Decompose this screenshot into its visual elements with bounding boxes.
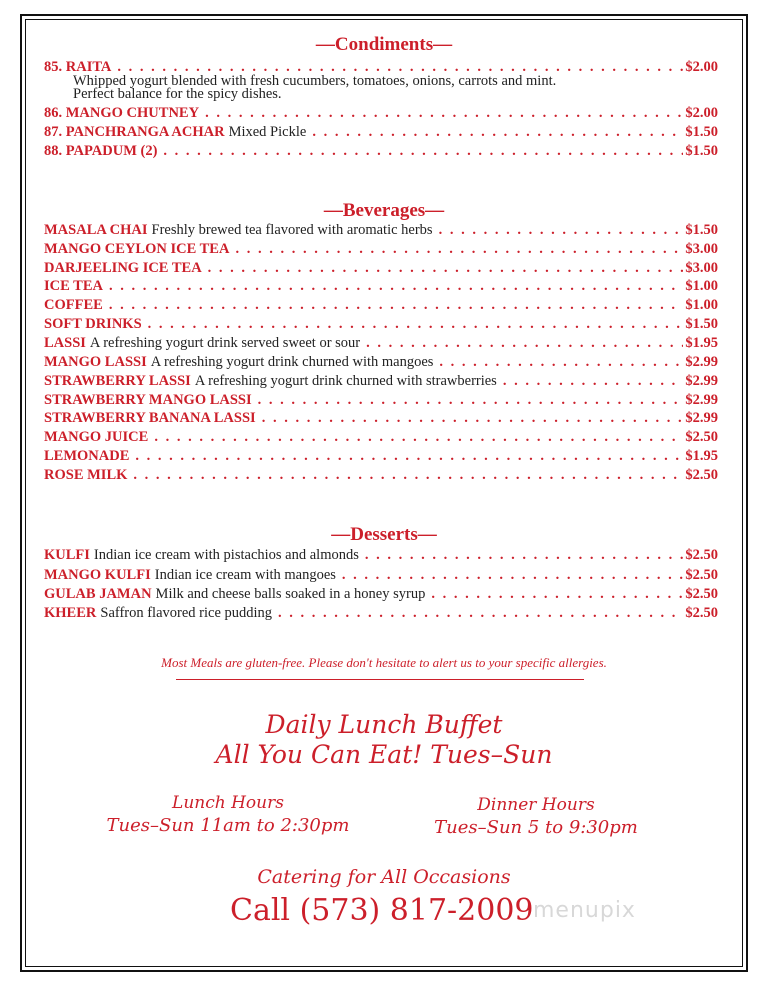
menu-item xyxy=(44,296,718,315)
menu-item xyxy=(44,585,718,604)
allergy-note: Most Meals are gluten-free. Please don't hesitate to alert us to your specific allergies. xyxy=(161,655,607,670)
buffet-title: Daily Lunch Buffet xyxy=(265,710,503,739)
item-description: Saffron flavored rice pudding xyxy=(100,605,273,621)
item-price: $1.95 xyxy=(685,448,718,464)
dot-leader xyxy=(163,142,683,161)
dot-leader xyxy=(205,104,683,123)
item-price: $1.95 xyxy=(685,335,718,351)
lunch-hours-time: Tues–Sun 11am to 2:30pm xyxy=(106,815,350,836)
item-name: 86. MANGO CHUTNEY xyxy=(44,105,200,121)
menu-item xyxy=(44,353,718,372)
dot-leader xyxy=(235,240,683,259)
item-description: Milk and cheese balls soaked in a honey syrup xyxy=(155,586,426,602)
watermark: menupix xyxy=(533,898,636,923)
item-name: MASALA CHAI xyxy=(44,222,148,238)
item-name: LASSI xyxy=(44,335,86,351)
item-price: $2.99 xyxy=(685,410,718,426)
menu-item xyxy=(44,277,718,296)
menu-item xyxy=(44,566,718,585)
item-name: GULAB JAMAN xyxy=(44,586,152,602)
desserts-heading: —Desserts— xyxy=(331,524,437,545)
item-name: 88. PAPADUM (2) xyxy=(44,143,158,159)
dot-leader xyxy=(439,353,683,372)
item-description: Whipped yogurt blended with fresh cucumbers, tomatoes, onions, carrots and mint. xyxy=(73,73,557,89)
menu-item xyxy=(44,334,718,353)
menu-item xyxy=(44,546,718,565)
menu-item xyxy=(44,123,718,142)
item-name: KULFI xyxy=(44,547,90,563)
dot-leader xyxy=(208,259,684,278)
dot-leader xyxy=(258,391,684,410)
dot-leader xyxy=(503,372,684,391)
item-name: 87. PANCHRANGA ACHAR xyxy=(44,124,225,140)
item-name: LEMONADE xyxy=(44,448,130,464)
item-description: Indian ice cream with pistachios and almonds xyxy=(93,547,359,563)
item-price: $1.50 xyxy=(685,124,718,140)
item-name: COFFEE xyxy=(44,297,103,313)
item-name: STRAWBERRY BANANA LASSI xyxy=(44,410,256,426)
item-description: Mixed Pickle xyxy=(228,124,307,140)
item-name: ICE TEA xyxy=(44,278,103,294)
item-price: $2.50 xyxy=(685,547,718,563)
item-name: MANGO KULFI xyxy=(44,567,151,583)
dinner-hours-label: Dinner Hours xyxy=(477,795,595,815)
dot-leader xyxy=(109,277,683,296)
item-description: Indian ice cream with mangoes xyxy=(154,567,336,583)
menu-item xyxy=(44,315,718,334)
item-description: A refreshing yogurt drink churned with mangoes xyxy=(150,354,434,370)
dot-leader xyxy=(135,447,683,466)
item-name: ROSE MILK xyxy=(44,467,128,483)
lunch-hours-label: Lunch Hours xyxy=(172,793,284,813)
item-name: STRAWBERRY MANGO LASSI xyxy=(44,392,252,408)
item-name: MANGO LASSI xyxy=(44,354,147,370)
item-name: MANGO JUICE xyxy=(44,429,149,445)
dot-leader xyxy=(312,123,683,142)
menu-item xyxy=(44,391,718,410)
menu-item xyxy=(44,409,718,428)
dot-leader xyxy=(431,585,683,604)
item-price: $2.99 xyxy=(685,373,718,389)
menu-item xyxy=(44,447,718,466)
menu-item xyxy=(44,142,718,161)
menu-item xyxy=(44,372,718,391)
menu-item xyxy=(44,466,718,485)
item-description: Perfect balance for the spicy dishes. xyxy=(73,86,282,102)
item-price: $2.50 xyxy=(685,586,718,602)
item-description: Freshly brewed tea flavored with aromatic herbs xyxy=(151,222,433,238)
catering-text: Catering for All Occasions xyxy=(257,866,511,888)
item-price: $2.00 xyxy=(685,59,718,75)
item-name: STRAWBERRY LASSI xyxy=(44,373,191,389)
item-name: MANGO CEYLON ICE TEA xyxy=(44,241,230,257)
item-name: KHEER xyxy=(44,605,97,621)
dot-leader xyxy=(342,566,683,585)
item-price: $3.00 xyxy=(685,241,718,257)
item-price: $2.50 xyxy=(685,605,718,621)
item-name: 85. RAITA xyxy=(44,59,112,75)
menu-item xyxy=(44,104,718,123)
menu-item xyxy=(44,221,718,240)
dot-leader xyxy=(109,296,684,315)
dot-leader xyxy=(365,546,684,565)
item-price: $1.00 xyxy=(685,297,718,313)
item-price: $1.00 xyxy=(685,278,718,294)
beverages-heading: —Beverages— xyxy=(323,200,445,221)
menu-item xyxy=(44,259,718,278)
dot-leader xyxy=(278,604,683,623)
condiments-heading: —Condiments— xyxy=(315,34,453,55)
item-price: $1.50 xyxy=(685,143,718,159)
dot-leader xyxy=(262,409,684,428)
dinner-hours-time: Tues–Sun 5 to 9:30pm xyxy=(434,817,638,838)
dot-leader xyxy=(439,221,684,240)
menu-item xyxy=(44,428,718,447)
divider xyxy=(176,679,584,680)
item-price: $2.50 xyxy=(685,467,718,483)
menu-item xyxy=(44,240,718,259)
dot-leader xyxy=(154,428,683,447)
item-price: $3.00 xyxy=(685,260,718,276)
item-price: $2.99 xyxy=(685,354,718,370)
item-price: $1.50 xyxy=(685,316,718,332)
item-name: DARJEELING ICE TEA xyxy=(44,260,202,276)
menu-item xyxy=(44,604,718,623)
dot-leader xyxy=(148,315,684,334)
buffet-subtitle: All You Can Eat! Tues–Sun xyxy=(215,740,553,769)
item-price: $2.50 xyxy=(685,429,718,445)
item-description: A refreshing yogurt drink served sweet or sour xyxy=(89,335,361,351)
item-price: $2.99 xyxy=(685,392,718,408)
item-price: $2.50 xyxy=(685,567,718,583)
phone-number: Call (573) 817-2009 xyxy=(230,893,534,928)
item-price: $1.50 xyxy=(685,222,718,238)
item-name: SOFT DRINKS xyxy=(44,316,142,332)
dot-leader xyxy=(133,466,683,485)
item-description: A refreshing yogurt drink churned with strawberries xyxy=(194,373,497,389)
dot-leader xyxy=(366,334,683,353)
item-price: $2.00 xyxy=(685,105,718,121)
